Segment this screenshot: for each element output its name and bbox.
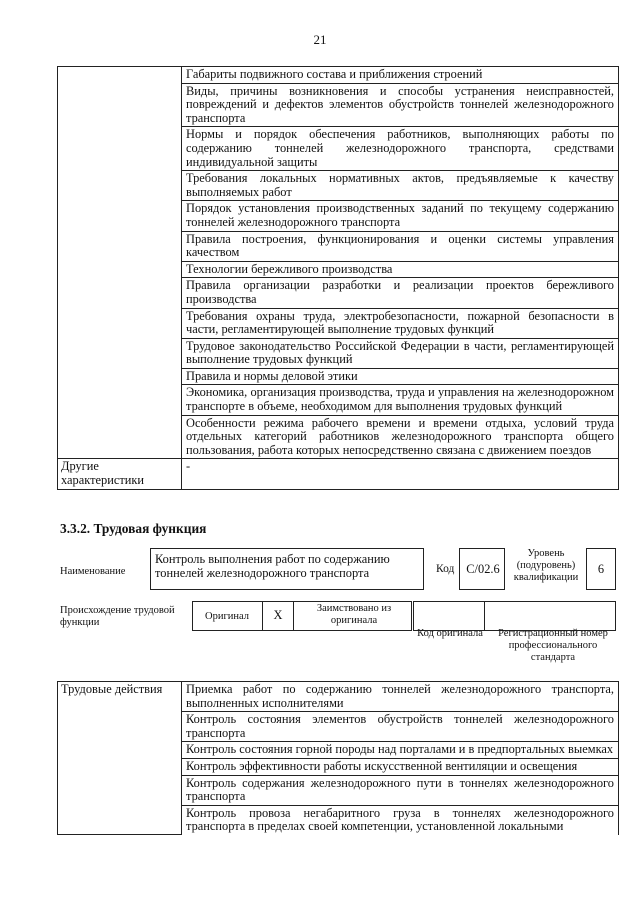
knowledge-item: Экономика, организация производства, труда и управления на железнодорожном транспорте в объеме, необходимом для выполнения трудовых функций [182, 385, 619, 415]
actions-table [57, 681, 619, 835]
action-item: Контроль содержания железнодорожного пути в тоннелях железнодорожного транспорта [182, 775, 619, 805]
action-item: Контроль провоза негабаритного груза в тоннелях железнодорожного транспорта в пределах своей компетенции, установленной локальными [182, 805, 619, 835]
original-code-box [413, 601, 485, 631]
action-item: Контроль состояния элементов обустройств тоннелей железнодорожного транспорта [182, 712, 619, 742]
table-row [58, 67, 619, 84]
original-label: Оригинал [205, 611, 249, 622]
action-item: Контроль эффективности работы искусственной вентиляции и освещения [182, 758, 619, 775]
actions-label: Трудовые действия [58, 682, 182, 835]
other-characteristics-label: Другие характеристики [58, 459, 182, 489]
knowledge-item: Правила организации разработки и реализации проектов бережливого производства [182, 278, 619, 308]
empty-label-cell [58, 67, 182, 459]
table-row [58, 682, 619, 712]
function-name: Контроль выполнения работ по содержанию тоннелей железнодорожного транспорта [155, 552, 390, 580]
original-mark: X [273, 608, 283, 622]
code-label: Код [436, 563, 455, 575]
level-value: 6 [597, 562, 605, 576]
code-value: C/02.6 [466, 562, 500, 576]
level-label: Уровень (подуровень) квалификации [513, 548, 579, 583]
other-characteristics-value: - [182, 459, 619, 489]
borrowed-label: Заимствовано из оригинала [316, 603, 392, 626]
knowledge-item: Виды, причины возникновения и способы устранения неисправностей, повреждений и дефектов элементов обустройств тоннелей железнодорожного транспорта [182, 83, 619, 127]
knowledge-item: Правила и нормы деловой этики [182, 368, 619, 385]
section-heading: 3.3.2. Трудовая функция [60, 521, 207, 536]
name-label: Наименование [60, 566, 126, 577]
knowledge-table [57, 66, 619, 490]
registration-number-caption: Регистрационный номер профессионального стандарта [498, 628, 608, 663]
knowledge-item: Габариты подвижного состава и приближения строений [182, 67, 619, 84]
knowledge-item: Требования локальных нормативных актов, предъявляемые к качеству выполняемых работ [182, 171, 619, 201]
original-code-caption: Код оригинала [417, 628, 483, 639]
knowledge-item: Правила построения, функционирования и оценки системы управления качеством [182, 231, 619, 261]
knowledge-item: Нормы и порядок обеспечения работников, выполняющих работы по содержанию тоннелей железнодорожного транспорта, средствами индивидуальной защиты [182, 127, 619, 171]
page-number: 21 [313, 32, 327, 47]
knowledge-item: Технологии бережливого производства [182, 261, 619, 278]
table-row [58, 459, 619, 489]
knowledge-item: Порядок установления производственных заданий по текущему содержанию тоннелей железнодорожного транспорта [182, 201, 619, 231]
knowledge-item: Особенности режима рабочего времени и времени отдыха, условий труда отдельных категорий работников железнодорожного транспорта общего пользования, работа которых непосредственно связана с движением поездов [182, 415, 619, 459]
action-item: Приемка работ по содержанию тоннелей железнодорожного транспорта, выполненных исполнителями [182, 682, 619, 712]
knowledge-item: Требования охраны труда, электробезопасности, пожарной безопасности в части, регламентирующей выполнение трудовых функций [182, 308, 619, 338]
registration-number-box [484, 601, 616, 631]
knowledge-item: Трудовое законодательство Российской Федерации в части, регламентирующей выполнение трудовых функций [182, 338, 619, 368]
action-item: Контроль состояния горной породы над порталами и в предпортальных выемках [182, 742, 619, 759]
origin-label: Происхождение трудовой функции [60, 605, 175, 628]
